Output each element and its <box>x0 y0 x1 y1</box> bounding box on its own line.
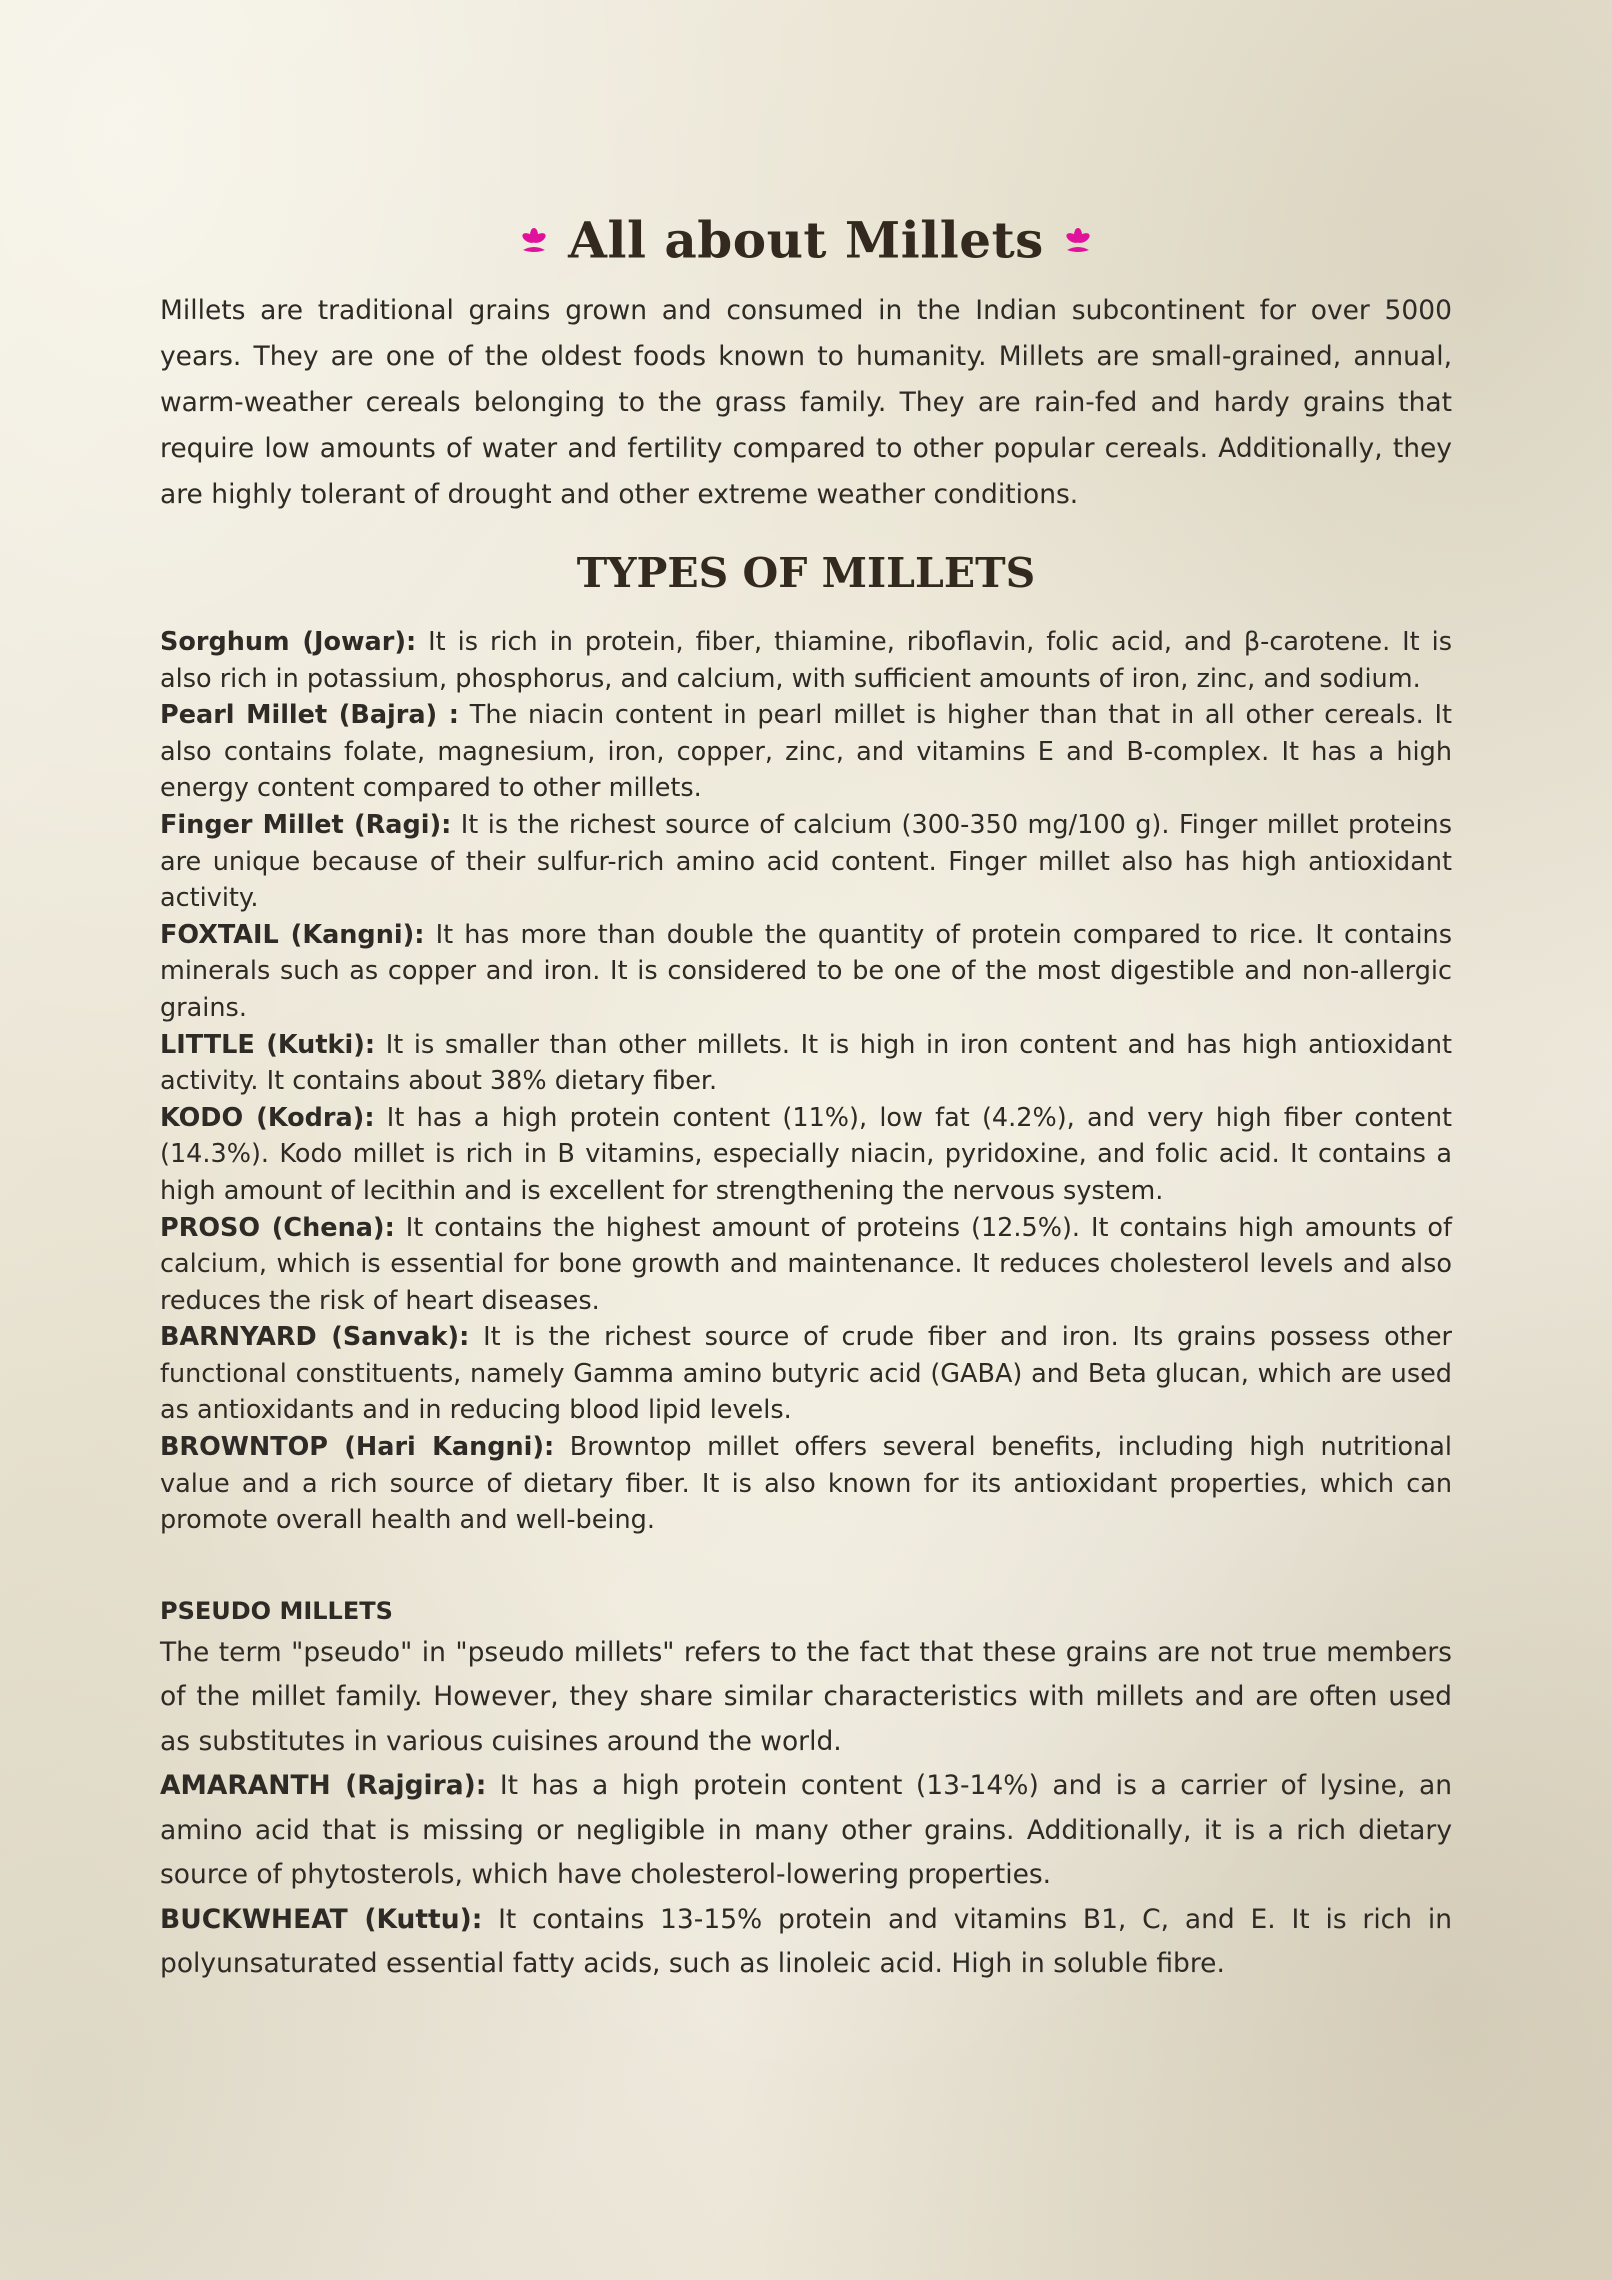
pseudo-millets-intro: The term "pseudo" in "pseudo millets" refers to the fact that these grains are not true members of the millet family. However, they share similar characteristics with millets and are often used as substitutes in various cuisines around the world. <box>160 1636 1452 1757</box>
millet-type-item <box>160 1319 1452 1429</box>
millet-type-text: Browntop millet offers several benefits, including high nutritional value and a rich source of dietary fiber. It is also known for its antioxidant properties, which can promote overall health and well-being. <box>160 1432 1453 1536</box>
pseudo-millet-label: BUCKWHEAT (Kuttu): <box>160 1903 483 1935</box>
millet-type-item <box>160 807 1452 917</box>
types-heading: TYPES OF MILLETS <box>576 549 1036 597</box>
millet-type-item <box>160 1027 1452 1100</box>
millet-type-label: KODO (Kodra): <box>160 1102 375 1133</box>
document-page <box>160 200 1452 1987</box>
intro-paragraph: Millets are traditional grains grown and consumed in the Indian subcontinent for over 5000 years. They are one of the oldest foods known to humanity. Millets are small-grained, annual, warm-weather cereals belonging to the grass family. They are rain-fed and hardy grains that require low amounts of water and fertility compared to other popular cereals. Additionally, they are highly tolerant of drought and other extreme weather conditions. <box>160 295 1452 510</box>
millet-type-text: It is the richest source of crude fiber and iron. Its grains possess other functional constituents, namely Gamma amino butyric acid (GABA) and Beta glucan, which are used as antioxidants and in reducing blood lipid levels. <box>160 1322 1453 1426</box>
millet-type-item <box>160 1100 1452 1210</box>
millet-type-item <box>160 697 1452 807</box>
millet-type-text: It is smaller than other millets. It is high in iron content and has high antioxidant activity. It contains about 38% dietary fiber. <box>160 1029 1452 1097</box>
millet-type-text: It has more than double the quantity of protein compared to rice. It contains minerals such as copper and iron. It is considered to be one of the most digestible and non-allergic grains. <box>160 919 1452 1023</box>
millet-type-label: BARNYARD (Sanvak): <box>160 1322 470 1353</box>
millet-type-item <box>160 624 1452 697</box>
millet-type-text: It has a high protein content (11%), low fat (4.2%), and very high fiber content (14.3%). Kodo millet is rich in B vitamins, especially niacin, pyridoxine, and folic acid. It contains a high amount of lecithin and is excellent for strengthening the nervous system. <box>160 1102 1453 1206</box>
pseudo-millet-text: It contains 13-15% protein and vitamins B1, C, and E. It is rich in polyunsaturated essential fatty acids, such as linoleic acid. High in soluble fibre. <box>160 1903 1452 1980</box>
millet-type-label: Finger Millet (Ragi): <box>160 809 452 840</box>
millet-type-label: BROWNTOP (Hari Kangni): <box>160 1432 555 1463</box>
millet-type-item <box>160 917 1452 1027</box>
millet-type-label: FOXTAIL (Kangni): <box>160 919 425 950</box>
pseudo-millet-label: AMARANTH (Rajgira): <box>160 1770 487 1802</box>
millet-type-label: PROSO (Chena): <box>160 1212 395 1243</box>
page-title: All about Millets <box>568 210 1044 270</box>
millet-type-label: LITTLE (Kutki): <box>160 1029 376 1060</box>
flower-icon <box>519 226 549 256</box>
millet-type-text: It is the richest source of calcium (300-350 mg/100 g). Finger millet proteins are unique because of their sulfur-rich amino acid content. Finger millet also has high antioxidant activity. <box>160 809 1452 914</box>
pseudo-millets-heading: PSEUDO MILLETS <box>160 1596 393 1625</box>
pseudo-millet-text: It has a high protein content (13-14%) and is a carrier of lysine, an amino acid that is missing or negligible in many other grains. Additionally, it is a rich dietary source of phytosterols, which have cholesterol-lowering properties. <box>160 1770 1452 1891</box>
millet-type-text: It is rich in protein, fiber, thiamine, riboflavin, folic acid, and β-carotene. It is also rich in potassium, phosphorus, and calcium, with sufficient amounts of iron, zinc, and sodium. <box>160 627 1452 694</box>
millet-type-item <box>160 1429 1452 1539</box>
title-row <box>160 200 1452 280</box>
pseudo-millet-item <box>160 1764 1452 1898</box>
flower-icon <box>1063 226 1093 256</box>
millet-type-item <box>160 1210 1452 1320</box>
millet-type-label: Pearl Millet (Bajra) : <box>160 700 459 731</box>
types-list <box>160 624 1452 1539</box>
millet-type-text: It contains the highest amount of proteins (12.5%). It contains high amounts of calcium, which is essential for bone growth and maintenance. It reduces cholesterol levels and also reduces the risk of heart diseases. <box>160 1212 1452 1316</box>
millet-type-label: Sorghum (Jowar): <box>160 627 417 657</box>
millet-type-text: The niacin content in pearl millet is higher than that in all other cereals. It also contains folate, magnesium, iron, copper, zinc, and vitamins E and B-complex. It has a high energy content compared to other millets. <box>160 700 1452 804</box>
pseudo-millet-item <box>160 1898 1452 1987</box>
